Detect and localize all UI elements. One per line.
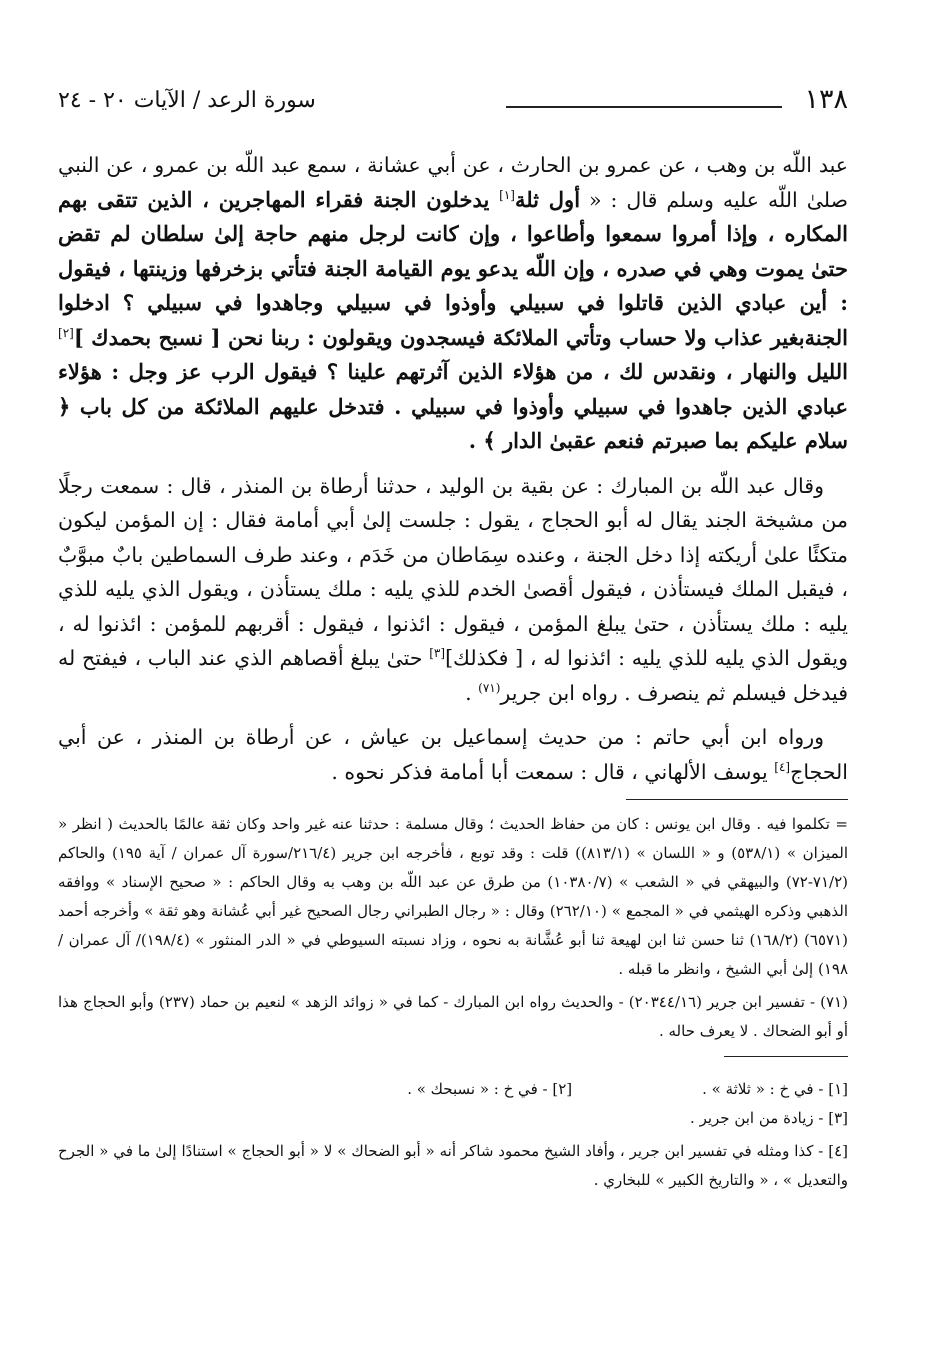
variant-row-1-2 [58, 1075, 848, 1104]
paragraph-2-text-b: حتىٰ يبلغ أقصاهم الذي عند الباب ، فيفتح له فيدخل فيسلم ثم ينصرف . رواه ابن جرير [58, 646, 848, 705]
running-title: سورة الرعد / الآيات ٢٠ - ٢٤ [58, 88, 316, 113]
paragraph-2-text-a: وقال عبد اللّه بن المبارك : عن بقية بن الوليد ، حدثنا أرطاة بن المنذر ، قال : سمعت رجلًا من مشيخة الجند يقال له أبو الحجاج ، يقول : جلست إلىٰ أبي أمامة فقال : إن المؤمن ليكون متكئًا علىٰ أريكته إذا دخل الجنة ، وعنده سِمَاطان من خَدَم ، وعند طرف السماطين بابٌ مبوَّبٌ ، فيقبل الملك فيستأذن ، فيقول أقصىٰ الخدم للذي يليه : ملك يستأذن ، ويقول الذي يليه للذي يليه : ملك يستأذن ، حتىٰ يبلغ المؤمن ، فيقول : ائذنوا ، فيقول : أقربهم للمؤمن : ائذنوا له ، ويقول الذي يليه للذي يليه : ائذنوا له ، [ فكذلك] [58, 473, 848, 670]
variant-note-1: [١] - في خ : « ثلاثة » . [702, 1080, 848, 1098]
ref-marker-1: [١] [499, 187, 515, 202]
header-rule [506, 106, 782, 108]
variant-note-3: [٣] - زيادة من ابن جرير . [690, 1109, 848, 1127]
paragraph-ibn-abi-hatim [58, 720, 848, 789]
ref-marker-4: [٤] [774, 759, 791, 774]
main-text [58, 148, 848, 789]
paragraph-2-text-c: . [465, 680, 479, 705]
paragraph-ibn-mubarak [58, 469, 848, 711]
hadith-text-b: يدخلون الجنة فقراء المهاجرين ، الذين تتقى بهم المكاره ، وإذا أمروا سمعوا وأطاعوا ، وإن كانت لرجل منهم حاجة إلىٰ سلطان لم تقض حتىٰ يموت وهي في صدره ، وإن اللّه يدعو يوم القيامة الجنة فتأتي بزخرفها وزينتها ، فيقول : أين عبادي الذين قاتلوا في سبيلي وأوذوا في سبيلي وجاهدوا في سبيلي ؟ ادخلوا الجنةبغير عذاب ولا حساب وتأتي الملائكة فيسجدون ويقولون : ربنا نحن [ نسبح بحمدك ] [58, 186, 848, 350]
hadith-intro: عبد اللّه بن وهب ، عن عمرو بن الحارث ، عن أبي عشانة ، سمع عبد اللّه بن عمرو ، عن النبي صلىٰ اللّه عليه وسلم قال : « [58, 153, 848, 212]
footnote-separator [626, 799, 848, 800]
variant-note-4: [٤] - كذا ومثله في تفسير ابن جرير ، وأفاد الشيخ محمود شاكر أنه « أبو الضحاك » لا « أبو الحجاج » استنادًا إلىٰ ما في « الجرح والتعديل » ، « والتاريخ الكبير » للبخاري . [58, 1142, 848, 1189]
page-number: ١٣٨ [804, 84, 848, 115]
footnote-71: (٧١) - تفسير ابن جرير (٢٠٣٤٤/١٦) - والحديث رواه ابن المبارك - كما في « زوائد الزهد » لنعيم بن حماد (٢٣٧) وأبو الحجاج هذا أو أبو الضحاك . لا يعرف حاله . [58, 993, 848, 1040]
hadith-text-c: الليل والنهار ، ونقدس لك ، من هؤلاء الذين آثرتهم علينا ؟ فيقول الرب عز وجل : هؤلاء عبادي الذين جاهدوا في سبيلي وأوذوا في سبيلي . فتدخل عليهم الملائكة من كل باب ﴿ سلام عليكم بما صبرتم فنعم عقبىٰ الدار ﴾ . [58, 359, 848, 453]
ref-marker-71: (٧١) [478, 680, 501, 695]
hadith-text-a: أول ثلة [514, 186, 581, 212]
ref-marker-2: [٢] [58, 325, 74, 340]
variants-separator [724, 1056, 848, 1057]
paragraph-3-text-b: يوسف الألهاني ، قال : سمعت أبا أمامة فذكر نحوه . [331, 759, 775, 784]
paragraph-3-text-a: ورواه ابن أبي حاتم : من حديث إسماعيل بن عياش ، عن أرطاة بن المنذر ، عن أبي الحجاج [58, 725, 848, 784]
variant-note-2: [٢] - في خ : « نسبحك » . [407, 1080, 573, 1098]
ref-marker-3: [٣] [429, 646, 446, 661]
book-page [58, 82, 848, 1199]
page-header [58, 82, 848, 118]
footnotes [58, 810, 848, 1195]
paragraph-hadith [58, 148, 848, 459]
footnote-continued: = تكلموا فيه . وقال ابن يونس : كان من حفاظ الحديث ؛ وقال مسلمة : حدثنا عنه غير واحد وكان ثقة عالمًا بالحديث ( انظر « الميزان » (٥٣٨/١) و « اللسان » (٨١٣/١)) قلت : وقد توبع ، فأخرجه ابن جرير (٢١٦/٤/سورة آل عمران / آية ١٩٥) والحاكم (٧١/٢-٧٢) والبيهقي في « الشعب » (١٠٣٨٠/٧) من طرق عن عبد اللّه بن وهب به وقال الحاكم : « صحيح الإسناد » ووافقه الذهبي وذكره الهيثمي في « المجمع » (٢٦٢/١٠) وقال : « رجال الطبراني رجال الصحيح غير أبي عُشانة وهو ثقة » وأخرجه أحمد (٦٥٧١) (١٦٨/٢) ثنا حسن ثنا ابن لهيعة ثنا أبو عُشَّانة به نحوه ، وزاد نسبته السيوطي في « الدر المنثور » (١٩٨/٤)/ آل عمران / ١٩٨) إلىٰ أبي الشيخ ، وانظر ما قبله . [58, 815, 848, 978]
